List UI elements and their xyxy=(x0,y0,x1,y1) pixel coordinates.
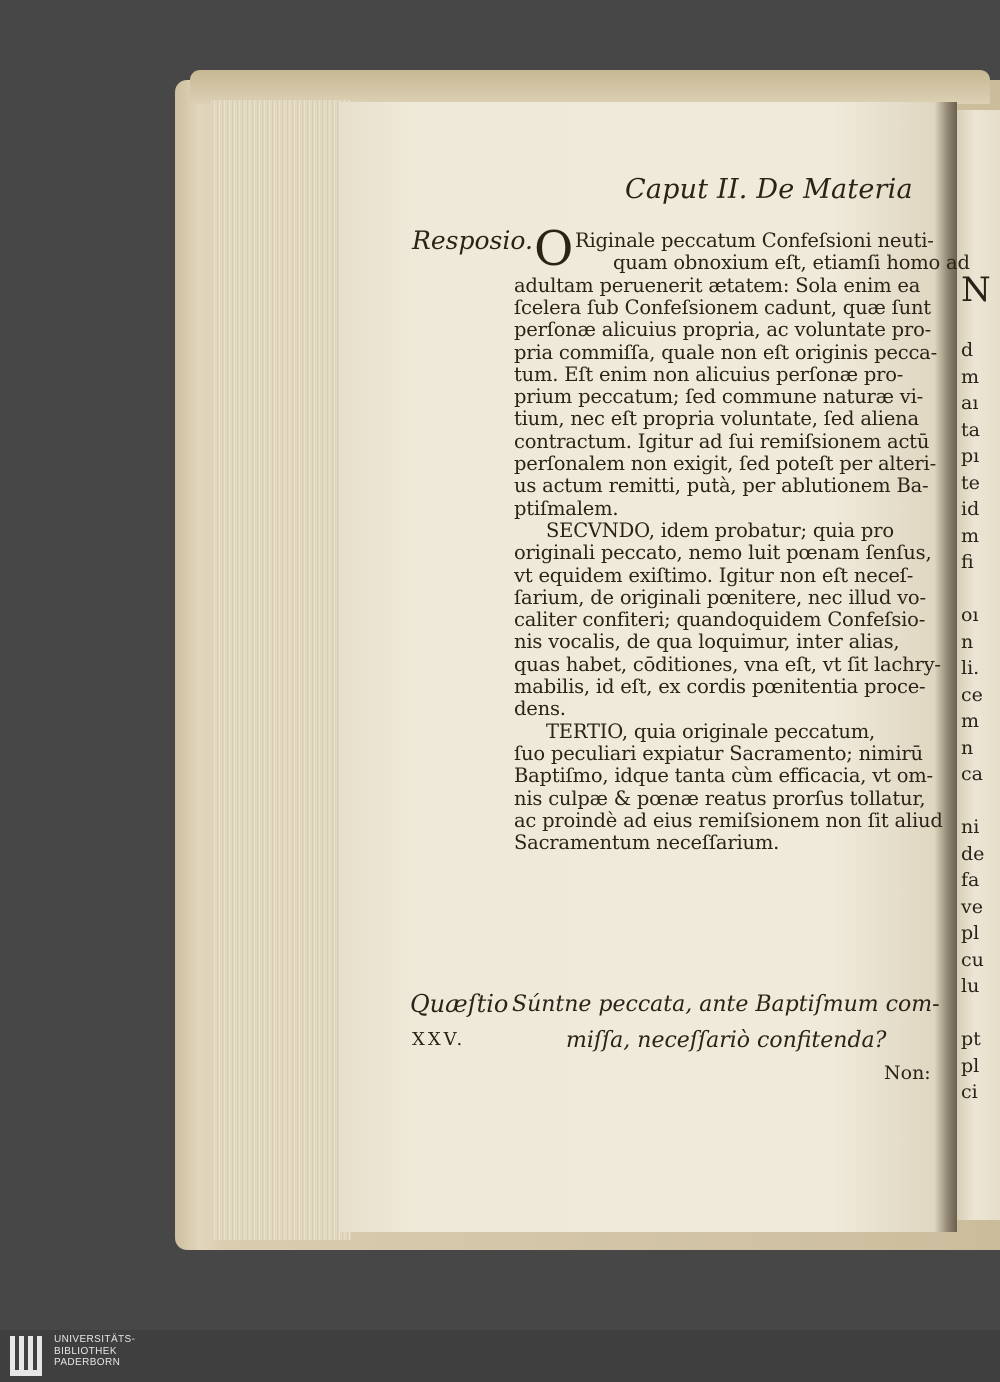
body-line: Baptiſmo, idque tanta cùm efficacia, vt om- xyxy=(514,764,933,788)
facing-page-fragment: cu xyxy=(961,948,984,971)
catchword: Non: xyxy=(884,1062,931,1084)
body-line: nis culpæ & pœnæ reatus prorſus tollatur, xyxy=(514,786,926,810)
body-line: Riginale peccatum Confeſsioni neuti- xyxy=(575,229,934,252)
body-line: adultam peruenerit ætatem: Sola enim ea xyxy=(514,273,921,297)
drop-cap: O xyxy=(534,221,574,277)
facing-page-fragment: ca xyxy=(961,763,983,785)
body-line: quas habet, cōditiones, vna eſt, vt ſit lachry- xyxy=(514,652,941,676)
question-number: XXV. xyxy=(412,1029,466,1050)
body-line: pria commiſſa, quale non eſt originis pecca- xyxy=(514,340,937,364)
facing-page-fragment: m xyxy=(961,710,980,732)
body-line: ſcelera ſub Confeſsionem cadunt, quæ ſunt xyxy=(514,295,931,319)
facing-page-fragment: N xyxy=(961,270,991,310)
facing-page-fragment: pt xyxy=(961,1028,981,1050)
body-line: contractum. Igitur ad ſui remiſsionem actū xyxy=(514,429,930,453)
question-line-1: Súntne peccata, ante Baptiſmum com- xyxy=(512,992,940,1017)
body-line: Sacramentum neceſſarium. xyxy=(514,831,780,855)
facing-page-fragment: ve xyxy=(961,895,983,918)
body-line: ſuo peculiari expiatur Sacramento; nimirū xyxy=(514,741,923,765)
body-line: tum. Eſt enim non alicuius perſonæ pro- xyxy=(514,362,904,386)
facing-page-fragment: ci xyxy=(961,1081,978,1103)
body-line: quam obnoxium eſt, etiamſi homo ad xyxy=(613,251,970,275)
facing-page-fragment: n xyxy=(961,630,974,653)
facing-page-fragment: ni xyxy=(961,816,980,838)
body-line: perſonæ alicuius propria, ac voluntate pro- xyxy=(514,318,932,342)
library-name-line-2: BIBLIOTHEK xyxy=(54,1345,117,1357)
body-line: prium peccatum; ſed commune naturæ vi- xyxy=(514,385,924,409)
question-label: Quæſtio xyxy=(410,990,509,1018)
body-line: ac proindè ad eius remiſsionem non ſit aliud xyxy=(514,808,943,832)
library-name-line-3: PADERBORN xyxy=(54,1357,121,1368)
body-line: perſonalem non exigit, ſed poteſt per alteri- xyxy=(514,452,936,475)
facing-page-fragment: fa xyxy=(961,869,980,891)
facing-page-fragment: pl xyxy=(961,922,980,944)
facing-page-fragment: ta xyxy=(961,418,980,441)
body-line: dens. xyxy=(514,697,566,721)
page-edges xyxy=(211,100,351,1240)
body-line: us actum remitti, putà, per ablutionem Ba- xyxy=(514,474,929,498)
facing-page-fragment: n xyxy=(961,736,974,759)
facing-page-fragment: aı xyxy=(961,392,979,414)
facing-page-fragment: oı xyxy=(961,604,979,626)
facing-page xyxy=(957,110,1000,1220)
body-line: tium, nec eſt propria voluntate, ſed aliena xyxy=(514,407,919,431)
facing-page-fragment: id xyxy=(961,498,980,520)
running-header: Caput II. De Materia xyxy=(625,174,913,205)
body-line: ſarium, de originali pœnitere, nec illud vo- xyxy=(514,585,926,609)
body-line: caliter confiteri; quandoquidem Confeſsio- xyxy=(514,608,926,632)
facing-page-fragment: lu xyxy=(961,975,980,997)
university-library-logo-icon xyxy=(10,1336,50,1376)
question-line-2: miſſa, neceſſariò confitenda? xyxy=(566,1028,887,1053)
facing-page-fragment: fi xyxy=(961,551,974,573)
facing-page-fragment: pl xyxy=(961,1054,980,1077)
body-line: SECVNDO, idem probatur; quia pro xyxy=(546,518,894,542)
facing-page-fragment: d xyxy=(961,339,974,361)
body-line: mabilis, id eſt, ex cordis pœnitentia proce- xyxy=(514,675,926,698)
facing-page-fragment: pı xyxy=(961,445,980,467)
facing-page-fragment: m xyxy=(961,365,980,388)
book-cover-top xyxy=(190,70,990,104)
body-line: originali peccato, nemo luit pœnam ſenſus, xyxy=(514,541,932,565)
body-line: nis vocalis, de qua loquimur, inter alias, xyxy=(514,630,900,654)
library-name xyxy=(54,1334,214,1369)
body-line: ptiſmalem. xyxy=(514,496,619,520)
facing-page-fragment: te xyxy=(961,471,980,494)
body-line: vt equidem exiſtimo. Igitur non eſt neceſ- xyxy=(514,563,914,587)
facing-page-fragment: ce xyxy=(961,683,983,706)
library-name-line-1: UNIVERSITÄTS- xyxy=(54,1334,136,1345)
facing-page-fragment: li. xyxy=(961,657,980,679)
body-line: TERTIO, quia originale peccatum, xyxy=(546,719,875,743)
margin-label-responsio: Resposio. xyxy=(412,226,533,255)
facing-page-fragment: de xyxy=(961,842,985,865)
facing-page-fragment: m xyxy=(961,524,980,547)
